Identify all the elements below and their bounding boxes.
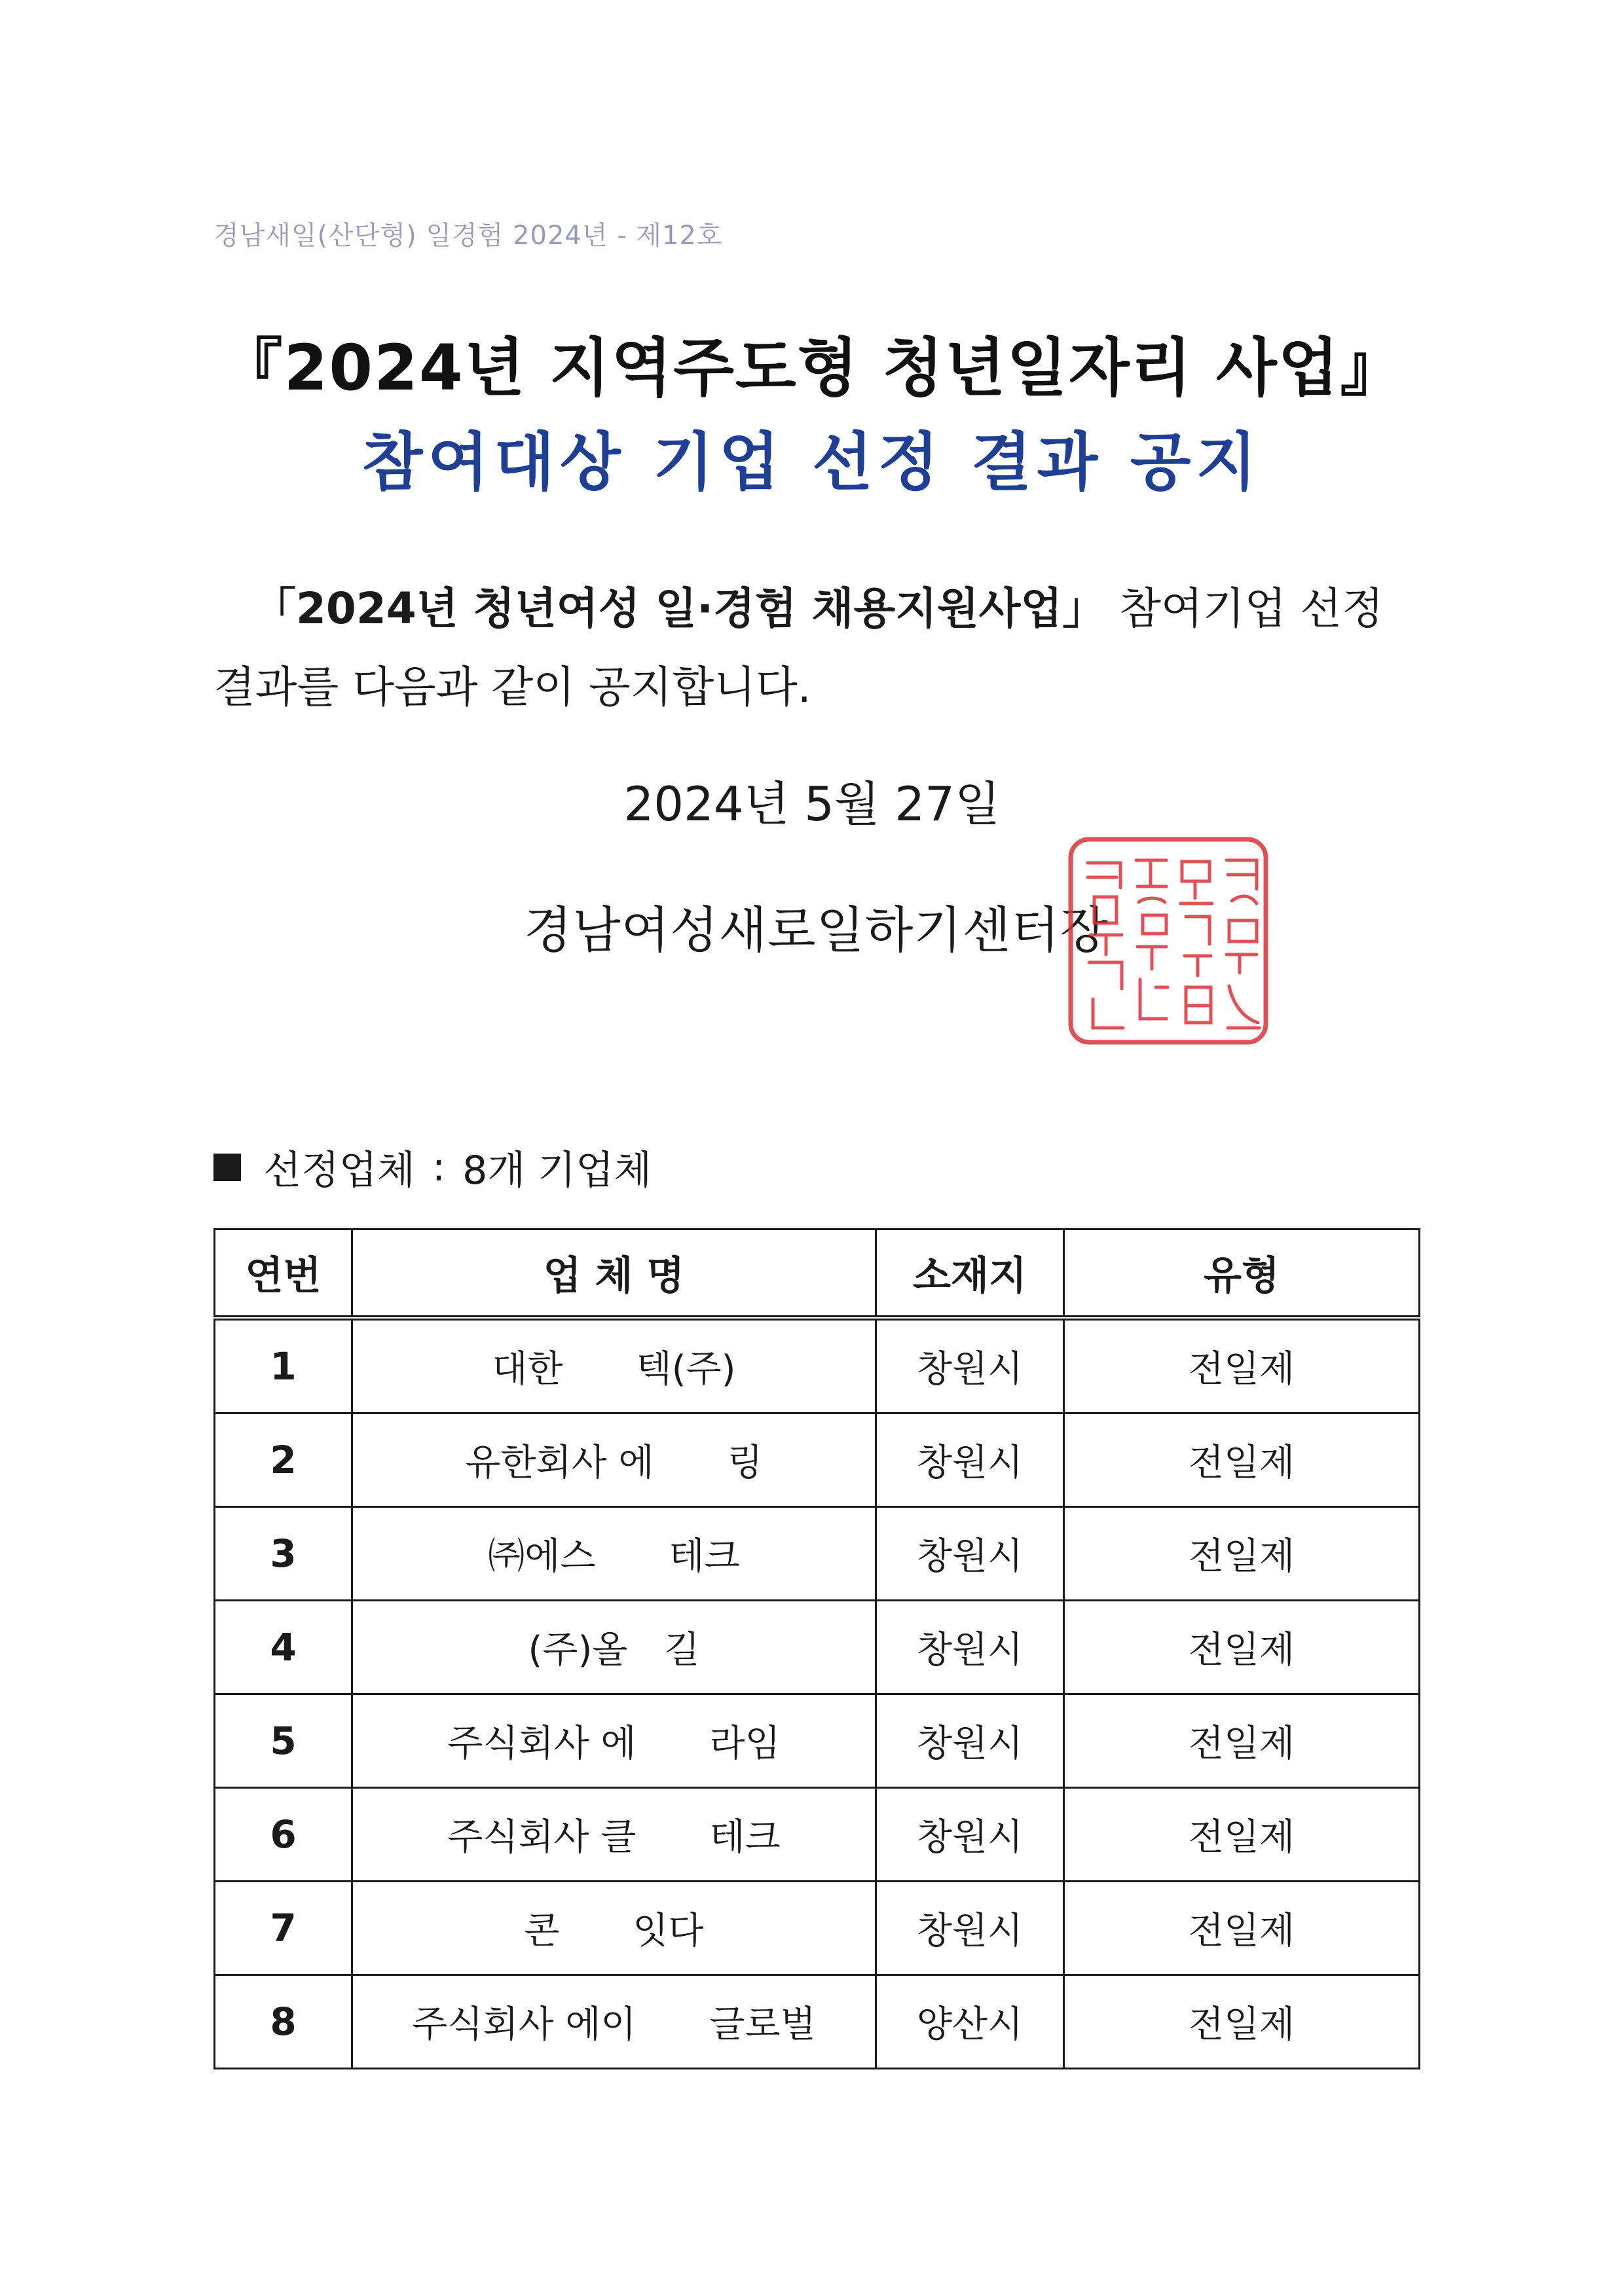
employment-type: 전일제: [1064, 1318, 1420, 1413]
company-location: 양산시: [876, 1975, 1064, 2069]
intro-line-1-rest: 참여기업 선정: [1105, 583, 1384, 634]
employment-type: 전일제: [1064, 1413, 1420, 1507]
column-header-type: 유형: [1064, 1230, 1420, 1319]
selected-firms-label: 선정업체: [263, 1148, 415, 1194]
intro-line-2: 결과를 다음과 같이 공지합니다.: [213, 662, 811, 712]
company-name: 유한회사 에 링: [352, 1413, 876, 1507]
row-number: 1: [215, 1318, 352, 1413]
company-location: 창원시: [876, 1788, 1064, 1882]
row-number: 2: [215, 1413, 352, 1507]
table-header-row: [215, 1230, 1420, 1319]
company-name: 주식회사 에이 글로벌: [352, 1975, 876, 2069]
table-row: [215, 1882, 1420, 1975]
table-row: [215, 1507, 1420, 1601]
company-name: 주식회사 에 라임: [352, 1694, 876, 1788]
row-number: 6: [215, 1788, 352, 1882]
selected-firms-heading: [213, 1139, 652, 1195]
row-number: 8: [215, 1975, 352, 2069]
selected-firms-count: 8개 기업체: [462, 1148, 652, 1194]
company-name: 주식회사 클 테크: [352, 1788, 876, 1882]
program-name: 「2024년 청년여성 일·경험 채용지원사업」: [253, 583, 1106, 634]
intro-line-1: [213, 570, 1431, 648]
company-name: 대한 텍(주): [352, 1318, 876, 1413]
table-row: [215, 1413, 1420, 1507]
column-header-company-name: 업 체 명: [352, 1230, 876, 1319]
company-name: 콘 잇다: [352, 1882, 876, 1975]
company-location: 창원시: [876, 1882, 1064, 1975]
table-row: [215, 1788, 1420, 1882]
row-number: 5: [215, 1694, 352, 1788]
page-title: 『2024년 지역주도형 청년일자리 사업』: [219, 331, 1405, 405]
company-name: (주)올 길: [352, 1601, 876, 1694]
table-row: [215, 1601, 1420, 1694]
employment-type: 전일제: [1064, 1601, 1420, 1694]
table-row: [215, 1318, 1420, 1413]
employment-type: 전일제: [1064, 1882, 1420, 1975]
selected-firms-table: [213, 1228, 1420, 2069]
employment-type: 전일제: [1064, 1507, 1420, 1601]
company-location: 창원시: [876, 1507, 1064, 1601]
table-row: [215, 1694, 1420, 1788]
column-header-location: 소재지: [876, 1230, 1064, 1319]
selected-firms-separator: :: [432, 1144, 446, 1190]
official-seal-stamp: [1064, 831, 1274, 1051]
row-number: 7: [215, 1882, 352, 1975]
table-row: [215, 1975, 1420, 2069]
row-number: 4: [215, 1601, 352, 1694]
intro-paragraph: [213, 570, 1431, 727]
notice-date: 2024년 5월 27일: [623, 776, 1001, 831]
company-location: 창원시: [876, 1694, 1064, 1788]
company-location: 창원시: [876, 1601, 1064, 1694]
company-name: ㈜에스 테크: [352, 1507, 876, 1601]
company-location: 창원시: [876, 1318, 1064, 1413]
page-subtitle: 참여대상 기업 선정 결과 공지: [361, 426, 1263, 499]
company-location: 창원시: [876, 1413, 1064, 1507]
employment-type: 전일제: [1064, 1788, 1420, 1882]
black-square-bullet-icon: [213, 1154, 241, 1181]
employment-type: 전일제: [1064, 1975, 1420, 2069]
document-number: 경남새일(산단형) 일경험 2024년 - 제12호: [213, 221, 723, 251]
employment-type: 전일제: [1064, 1694, 1420, 1788]
row-number: 3: [215, 1507, 352, 1601]
column-header-number: 연번: [215, 1230, 352, 1319]
issuer-name: 경남여성새로일하기센터장: [524, 901, 1109, 959]
